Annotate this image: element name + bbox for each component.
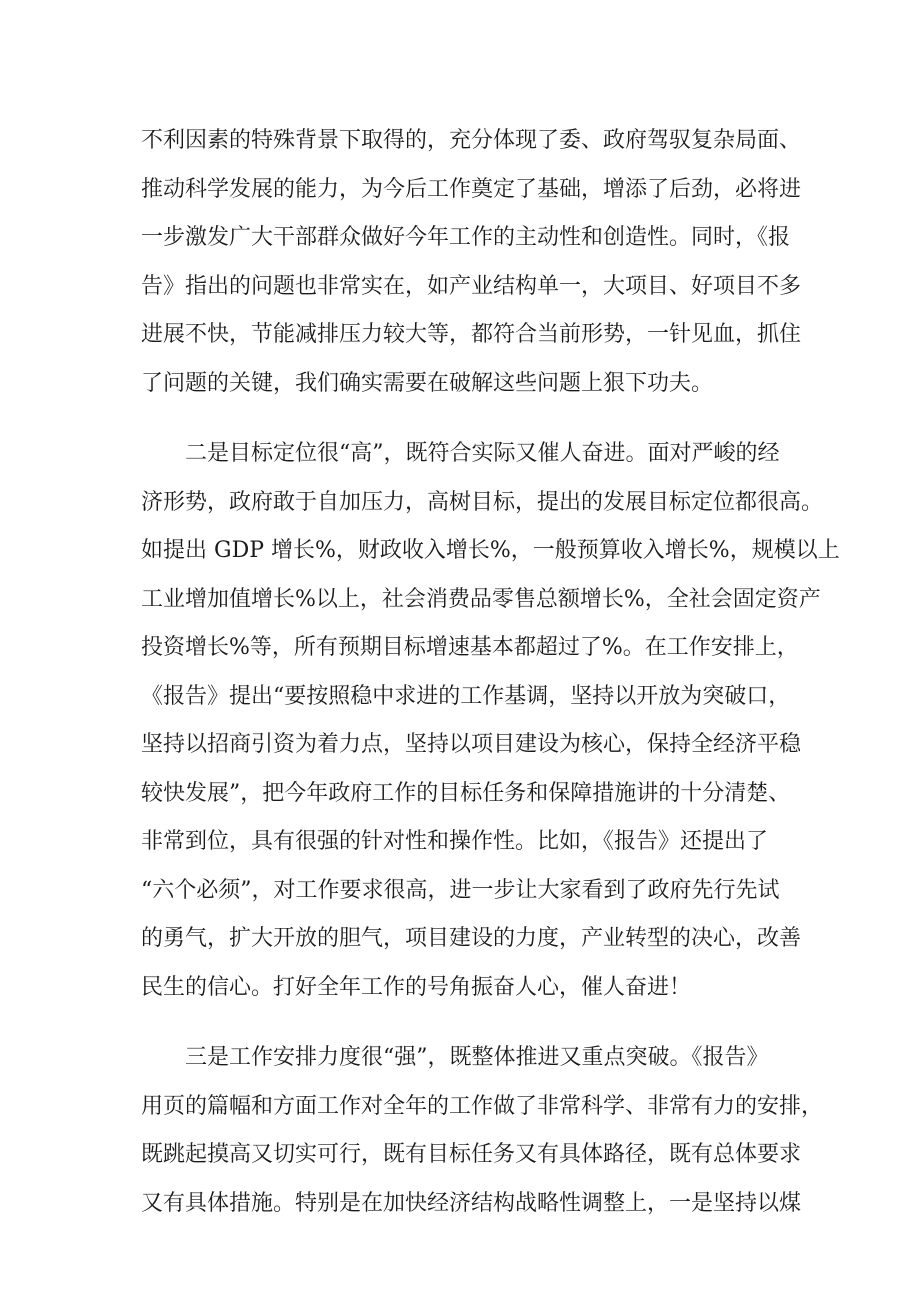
paragraph-gap <box>141 1012 781 1034</box>
text-line: 如提出 GDP 增长%，财政收入增长%，一般预算收入增长%，规模以上 <box>141 538 840 563</box>
text-line: 济形势，政府敢于自加压力，高树目标，提出的发展目标定位都很高。 <box>141 489 824 515</box>
text-line: 告》指出的问题也非常实在，如产业结构单一，大项目、好项目不多 <box>141 273 802 299</box>
text-line: 一步激发广大干部群众做好今年工作的主动性和创造性。同时，《报 <box>141 225 791 250</box>
text-line: 工业增加值增长%以上，社会消费品零售总额增长%，全社会固定资产 <box>141 586 821 612</box>
text-line: 三是工作安排力度很“强”，既整体推进又重点突破。《报告》 <box>185 1045 769 1070</box>
text-line: 坚持以招商引资为着力点，坚持以项目建设为核心，保持全经济平稳 <box>141 732 802 757</box>
paragraph-gap <box>141 408 781 430</box>
text-line: 推动科学发展的能力，为今后工作奠定了基础，增添了后劲，必将进 <box>141 176 802 202</box>
text-line: 既跳起摸高又切实可行，既有目标任务又有具体路径，既有总体要求 <box>141 1142 802 1167</box>
paragraph <box>141 117 802 408</box>
text-line: 较快发展”，把今年政府工作的目标任务和保障措施讲的十分清楚、 <box>141 780 791 806</box>
text-line: 投资增长%等，所有预期目标增速基本都超过了%。在工作安排上， <box>141 635 799 660</box>
paragraph <box>141 430 840 1012</box>
text-line: 非常到位，具有很强的针对性和操作性。比如，《报告》还提出了 <box>141 829 769 854</box>
text-line: 了问题的关键，我们确实需要在破解这些问题上狠下功夫。 <box>141 370 714 396</box>
text-line: 又有具体措施。特别是在加快经济结构战略性调整上，一是坚持以煤 <box>141 1190 802 1216</box>
text-line: 《报告》提出“要按照稳中求进的工作基调，坚持以开放为突破口， <box>141 683 791 709</box>
text-line: 的勇气，扩大开放的胆气，项目建设的力度，产业转型的决心，改善 <box>141 926 802 951</box>
text-line: “六个必须”，对工作要求很高，进一步让大家看到了政府先行先试 <box>141 877 780 903</box>
document-body <box>141 117 840 1228</box>
text-line: 不利因素的特殊背景下取得的，充分体现了委、政府驾驭复杂局面、 <box>141 128 802 153</box>
text-line: 民生的信心。打好全年工作的号角振奋人心，催人奋进！ <box>141 974 692 1000</box>
text-line: 用页的篇幅和方面工作对全年的工作做了非常科学、非常有力的安排， <box>141 1093 824 1119</box>
text-line: 二是目标定位很“高”，既符合实际又催人奋进。面对严峻的经 <box>185 441 780 466</box>
text-line: 进展不快，节能减排压力较大等，都符合当前形势，一针见血，抓住 <box>141 322 802 347</box>
paragraph <box>141 1034 824 1228</box>
